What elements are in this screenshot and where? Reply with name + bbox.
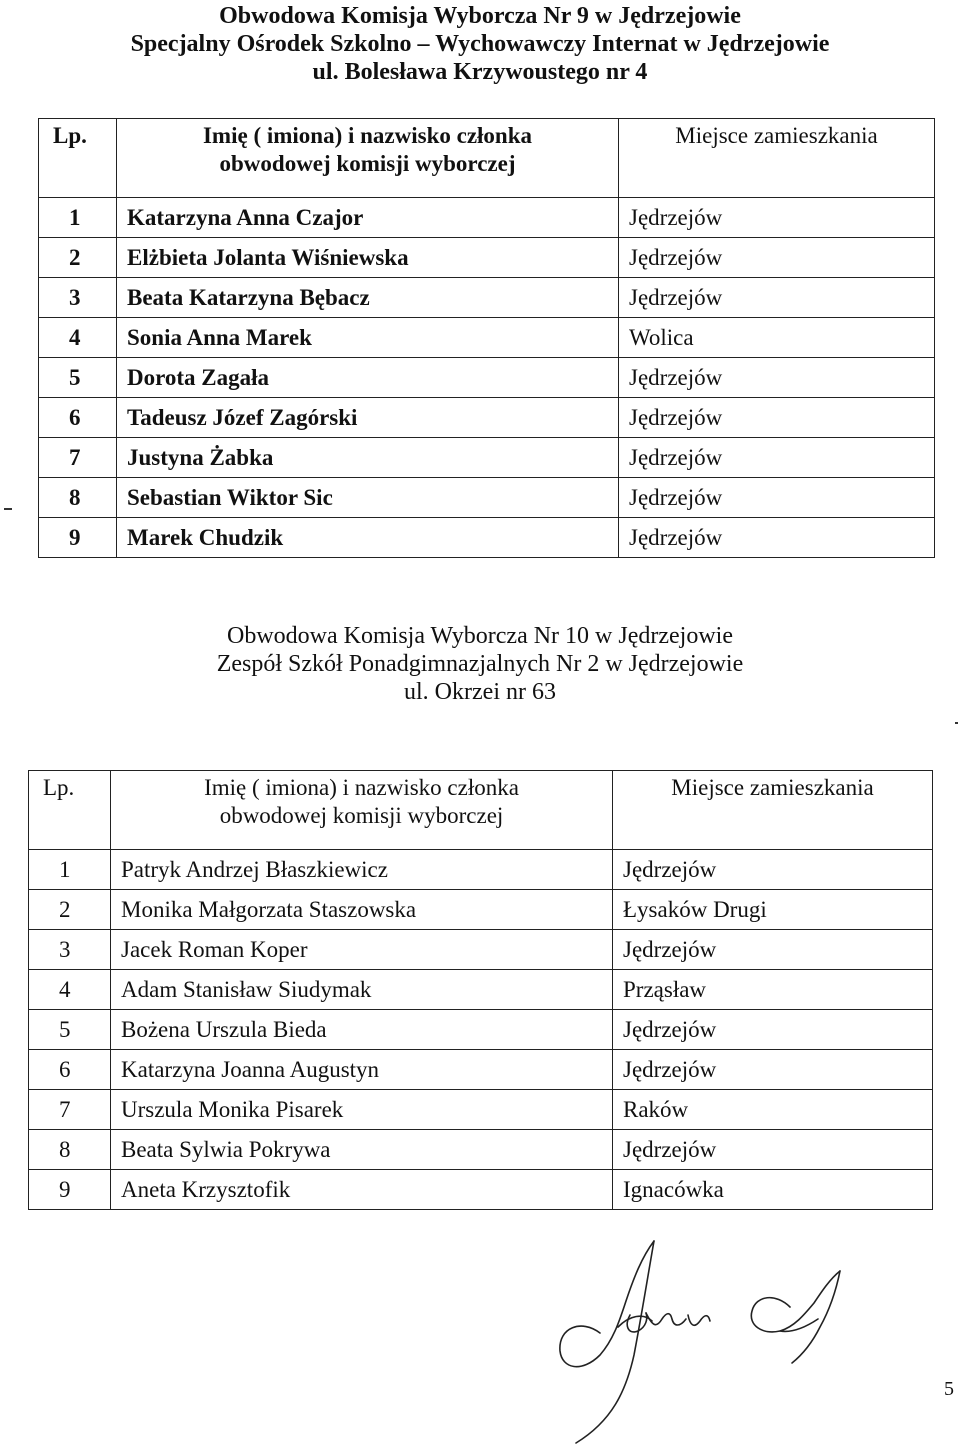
member-residence: Raków: [613, 1090, 933, 1130]
commission-9-rows: [39, 198, 935, 558]
member-name: Aneta Krzysztofik: [111, 1170, 613, 1210]
member-residence: Jędrzejów: [619, 398, 935, 438]
member-residence: Jędrzejów: [619, 518, 935, 558]
row-number: 6: [39, 398, 117, 438]
section-1-location: Specjalny Ośrodek Szkolno – Wychowawczy Internat w Jędrzejowie: [130, 31, 830, 57]
section-1-address: ul. Bolesława Krzywoustego nr 4: [312, 59, 648, 85]
table-row: [29, 890, 933, 930]
name-column-header-line-1: Imię ( imiona) i nazwisko członka: [202, 123, 533, 148]
row-number: 7: [39, 438, 117, 478]
member-name: Jacek Roman Koper: [111, 930, 613, 970]
section-1-heading: [0, 2, 960, 86]
lp-column-header: Lp.: [29, 771, 111, 850]
member-residence: Jędrzejów: [613, 850, 933, 890]
table-row: [29, 1090, 933, 1130]
member-residence: Jędrzejów: [613, 1130, 933, 1170]
row-number: 8: [39, 478, 117, 518]
member-name: Patryk Andrzej Błaszkiewicz: [111, 850, 613, 890]
table-row: [39, 358, 935, 398]
row-number: 4: [39, 318, 117, 358]
member-name: Beata Sylwia Pokrywa: [111, 1130, 613, 1170]
member-name: Sonia Anna Marek: [117, 318, 619, 358]
lp-column-header: Lp.: [39, 119, 117, 198]
member-residence: Prząsław: [613, 970, 933, 1010]
member-residence: Ignacówka: [613, 1170, 933, 1210]
table-row: [29, 930, 933, 970]
member-name: Katarzyna Joanna Augustyn: [111, 1050, 613, 1090]
name-column-header: [117, 119, 619, 198]
member-name: Katarzyna Anna Czajor: [117, 198, 619, 238]
table-row: [39, 398, 935, 438]
row-number: 3: [29, 930, 111, 970]
table-row: [29, 1130, 933, 1170]
table-row: [29, 970, 933, 1010]
table-header-row: [29, 771, 933, 850]
row-number: 1: [39, 198, 117, 238]
table-row: [29, 1170, 933, 1210]
table-row: [39, 238, 935, 278]
name-column-header-line-2: obwodowej komisji wyborczej: [219, 151, 516, 176]
row-number: 2: [29, 890, 111, 930]
name-column-header-line-2: obwodowej komisji wyborczej: [219, 803, 504, 828]
section-2-location: Zespół Szkół Ponadgimnazjalnych Nr 2 w Jędrzejowie: [216, 651, 744, 677]
commission-9-table: [38, 118, 935, 558]
row-number: 5: [39, 358, 117, 398]
table-row: [39, 198, 935, 238]
row-number: 6: [29, 1050, 111, 1090]
table-row: [39, 318, 935, 358]
table-row: [29, 850, 933, 890]
member-name: Beata Katarzyna Bębacz: [117, 278, 619, 318]
member-name: Adam Stanisław Siudymak: [111, 970, 613, 1010]
table-row: [29, 1050, 933, 1090]
member-name: Marek Chudzik: [117, 518, 619, 558]
member-name: Sebastian Wiktor Sic: [117, 478, 619, 518]
section-2-heading: [0, 622, 960, 706]
name-column-header: [111, 771, 613, 850]
member-name: Dorota Zagała: [117, 358, 619, 398]
member-name: Urszula Monika Pisarek: [111, 1090, 613, 1130]
page-number: 5: [944, 1378, 954, 1400]
row-number: 3: [39, 278, 117, 318]
residence-column-header: Miejsce zamieszkania: [619, 119, 935, 198]
member-name: Bożena Urszula Bieda: [111, 1010, 613, 1050]
member-residence: Jędrzejów: [619, 278, 935, 318]
member-residence: Jędrzejów: [613, 1050, 933, 1090]
row-number: 9: [39, 518, 117, 558]
member-residence: Jędrzejów: [613, 1010, 933, 1050]
section-2-address: ul. Okrzei nr 63: [404, 679, 556, 705]
member-residence: Jędrzejów: [613, 930, 933, 970]
member-name: Elżbieta Jolanta Wiśniewska: [117, 238, 619, 278]
row-number: 7: [29, 1090, 111, 1130]
name-column-header-line-1: Imię ( imiona) i nazwisko członka: [204, 775, 519, 800]
member-residence: Łysaków Drugi: [613, 890, 933, 930]
table-row: [39, 478, 935, 518]
table-row: [39, 518, 935, 558]
member-name: Justyna Żabka: [117, 438, 619, 478]
row-number: 5: [29, 1010, 111, 1050]
scan-mark: [955, 722, 958, 724]
row-number: 2: [39, 238, 117, 278]
table-row: [39, 438, 935, 478]
section-2-title: Obwodowa Komisja Wyborcza Nr 10 w Jędrzejowie: [227, 623, 733, 649]
row-number: 4: [29, 970, 111, 1010]
member-residence: Wolica: [619, 318, 935, 358]
commission-10-rows: [29, 850, 933, 1210]
row-number: 1: [29, 850, 111, 890]
row-number: 8: [29, 1130, 111, 1170]
member-residence: Jędrzejów: [619, 238, 935, 278]
scan-mark: [4, 508, 12, 510]
section-1-title: Obwodowa Komisja Wyborcza Nr 9 w Jędrzejowie: [219, 3, 741, 29]
member-name: Monika Małgorzata Staszowska: [111, 890, 613, 930]
member-residence: Jędrzejów: [619, 478, 935, 518]
member-name: Tadeusz Józef Zagórski: [117, 398, 619, 438]
table-row: [29, 1010, 933, 1050]
handwritten-signature-icon: [530, 1215, 890, 1449]
member-residence: Jędrzejów: [619, 358, 935, 398]
table-row: [39, 278, 935, 318]
member-residence: Jędrzejów: [619, 438, 935, 478]
row-number: 9: [29, 1170, 111, 1210]
member-residence: Jędrzejów: [619, 198, 935, 238]
table-header-row: [39, 119, 935, 198]
residence-column-header: Miejsce zamieszkania: [613, 771, 933, 850]
commission-10-table: [28, 770, 933, 1210]
